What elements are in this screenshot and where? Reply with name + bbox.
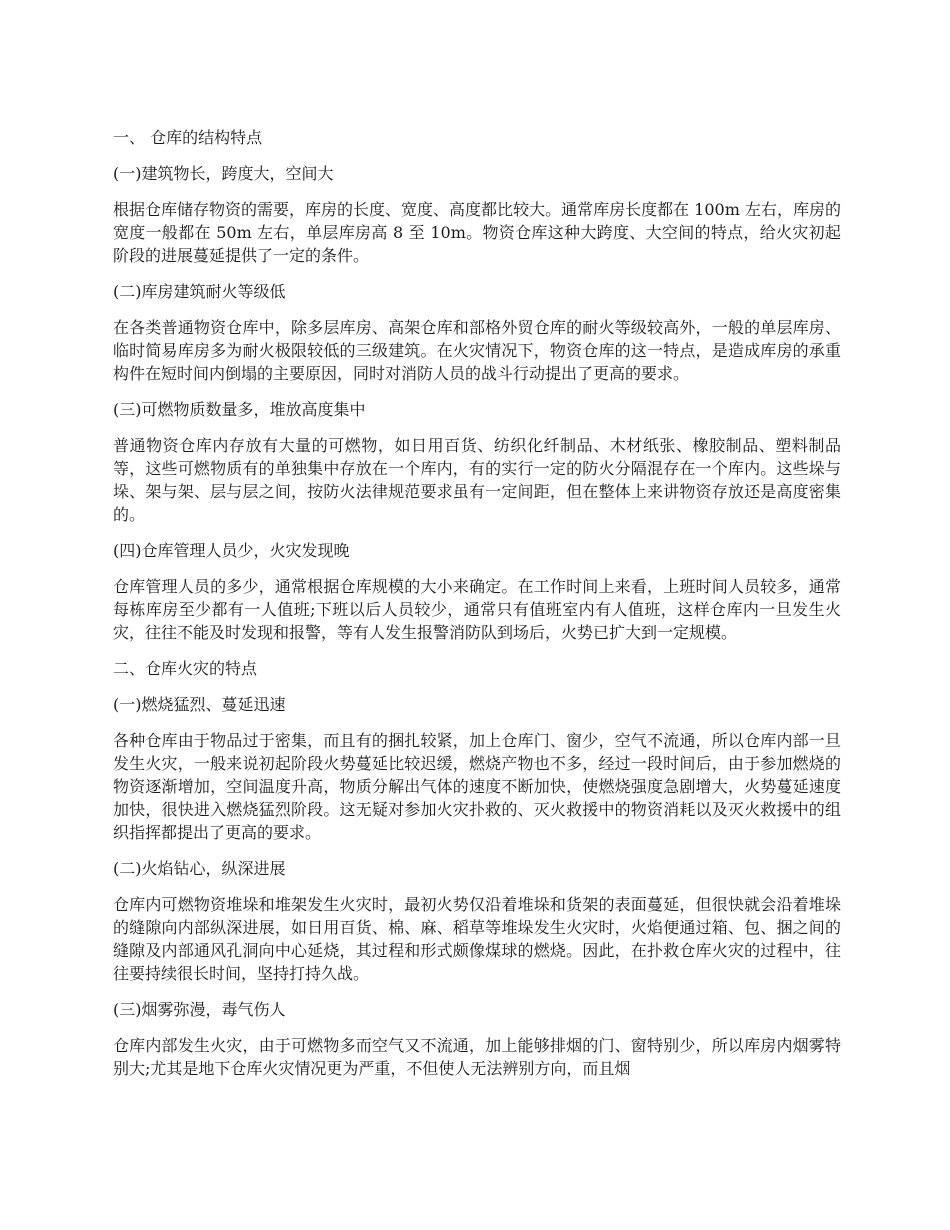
subsection-heading-1-1: (一)建筑物长，跨度大，空间大: [113, 164, 334, 183]
subsection-heading-2-1: (一)燃烧猛烈、蔓延迅速: [113, 695, 286, 714]
paragraph-2-2: 仓库内可燃物资堆垛和堆架发生火灾时，最初火势仅沿着堆垛和货架的表面蔓延，但很快就会沿着堆垛的缝隙向内部纵深进展，如日用百货、棉、麻、稻草等堆垛发生火灾时，火焰便通过箱、包、捆之间的缝隙及内部通风孔洞向中心延烧，其过程和形式颇像煤球的燃烧。因此，在扑救仓库火灾的过程中，往往要持续很长时间，坚持打持久战。: [113, 895, 841, 983]
subsection-heading-2-3: (三)烟雾弥漫，毒气伤人: [113, 1000, 286, 1019]
paragraph-1-4: 仓库管理人员的多少，通常根据仓库规模的大小来确定。在工作时间上来看，上班时间人员较多，通常每栋库房至少都有一人值班;下班以后人员较少，通常只有值班室内有人值班，这样仓库内一旦发生火灾，往往不能及时发现和报警，等有人发生报警消防队到场后，火势已扩大到一定规模。: [113, 577, 841, 642]
document-page: [113, 126, 841, 1093]
paragraph-1-1: 根据仓库储存物资的需要，库房的长度、宽度、高度都比较大。通常库房长度都在 100m 左右，库房的宽度一般都在 50m 左右，单层库房高 8 至 10m。物资仓库这种大跨度、大空间的特点，给火灾初起阶段的进展蔓延提供了一定的条件。: [113, 200, 841, 265]
subsection-heading-1-2: (二)库房建筑耐火等级低: [113, 282, 286, 301]
subsection-heading-2-2: (二)火焰钻心，纵深进展: [113, 859, 286, 878]
paragraph-1-3: 普通物资仓库内存放有大量的可燃物，如日用百货、纺织化纤制品、木材纸张、橡胶制品、塑料制品等，这些可燃物质有的单独集中存放在一个库内，有的实行一定的防火分隔混存在一个库内。这些垛与垛、架与架、层与层之间，按防火法律规范要求虽有一定间距，但在整体上来讲物资存放还是高度密集的。: [113, 436, 841, 524]
paragraph-1-2: 在各类普通物资仓库中，除多层库房、高架仓库和部格外贸仓库的耐火等级较高外，一般的单层库房、临时简易库房多为耐火极限较低的三级建筑。在火灾情况下，物资仓库的这一特点，是造成库房的承重构件在短时间内倒塌的主要原因，同时对消防人员的战斗行动提出了更高的要求。: [113, 318, 841, 383]
subsection-heading-1-3: (三)可燃物质数量多，堆放高度集中: [113, 400, 366, 419]
subsection-heading-1-4: (四)仓库管理人员少，火灾发现晚: [113, 541, 350, 560]
section-heading-2: 二、仓库火灾的特点: [113, 659, 258, 678]
paragraph-2-1: 各种仓库由于物品过于密集，而且有的捆扎较紧，加上仓库门、窗少，空气不流通，所以仓库内部一旦发生火灾，一般来说初起阶段火势蔓延比较迟缓，燃烧产物也不多，经过一段时间后，由于参加燃烧的物资逐渐增加，空间温度升高，物质分解出气体的速度不断加快，使燃烧强度急剧增大，火势蔓延速度加快，很快进入燃烧猛烈阶段。这无疑对参加火灾扑救的、灭火救援中的物资消耗以及灭火救援中的组织指挥都提出了更高的要求。: [113, 731, 841, 842]
paragraph-2-3: 仓库内部发生火灾，由于可燃物多而空气又不流通，加上能够排烟的门、窗特别少，所以库房内烟雾特别大;尤其是地下仓库火灾情况更为严重，不但使人无法辨别方向，而且烟: [113, 1036, 841, 1078]
section-heading-1: 一、 仓库的结构特点: [113, 128, 263, 147]
